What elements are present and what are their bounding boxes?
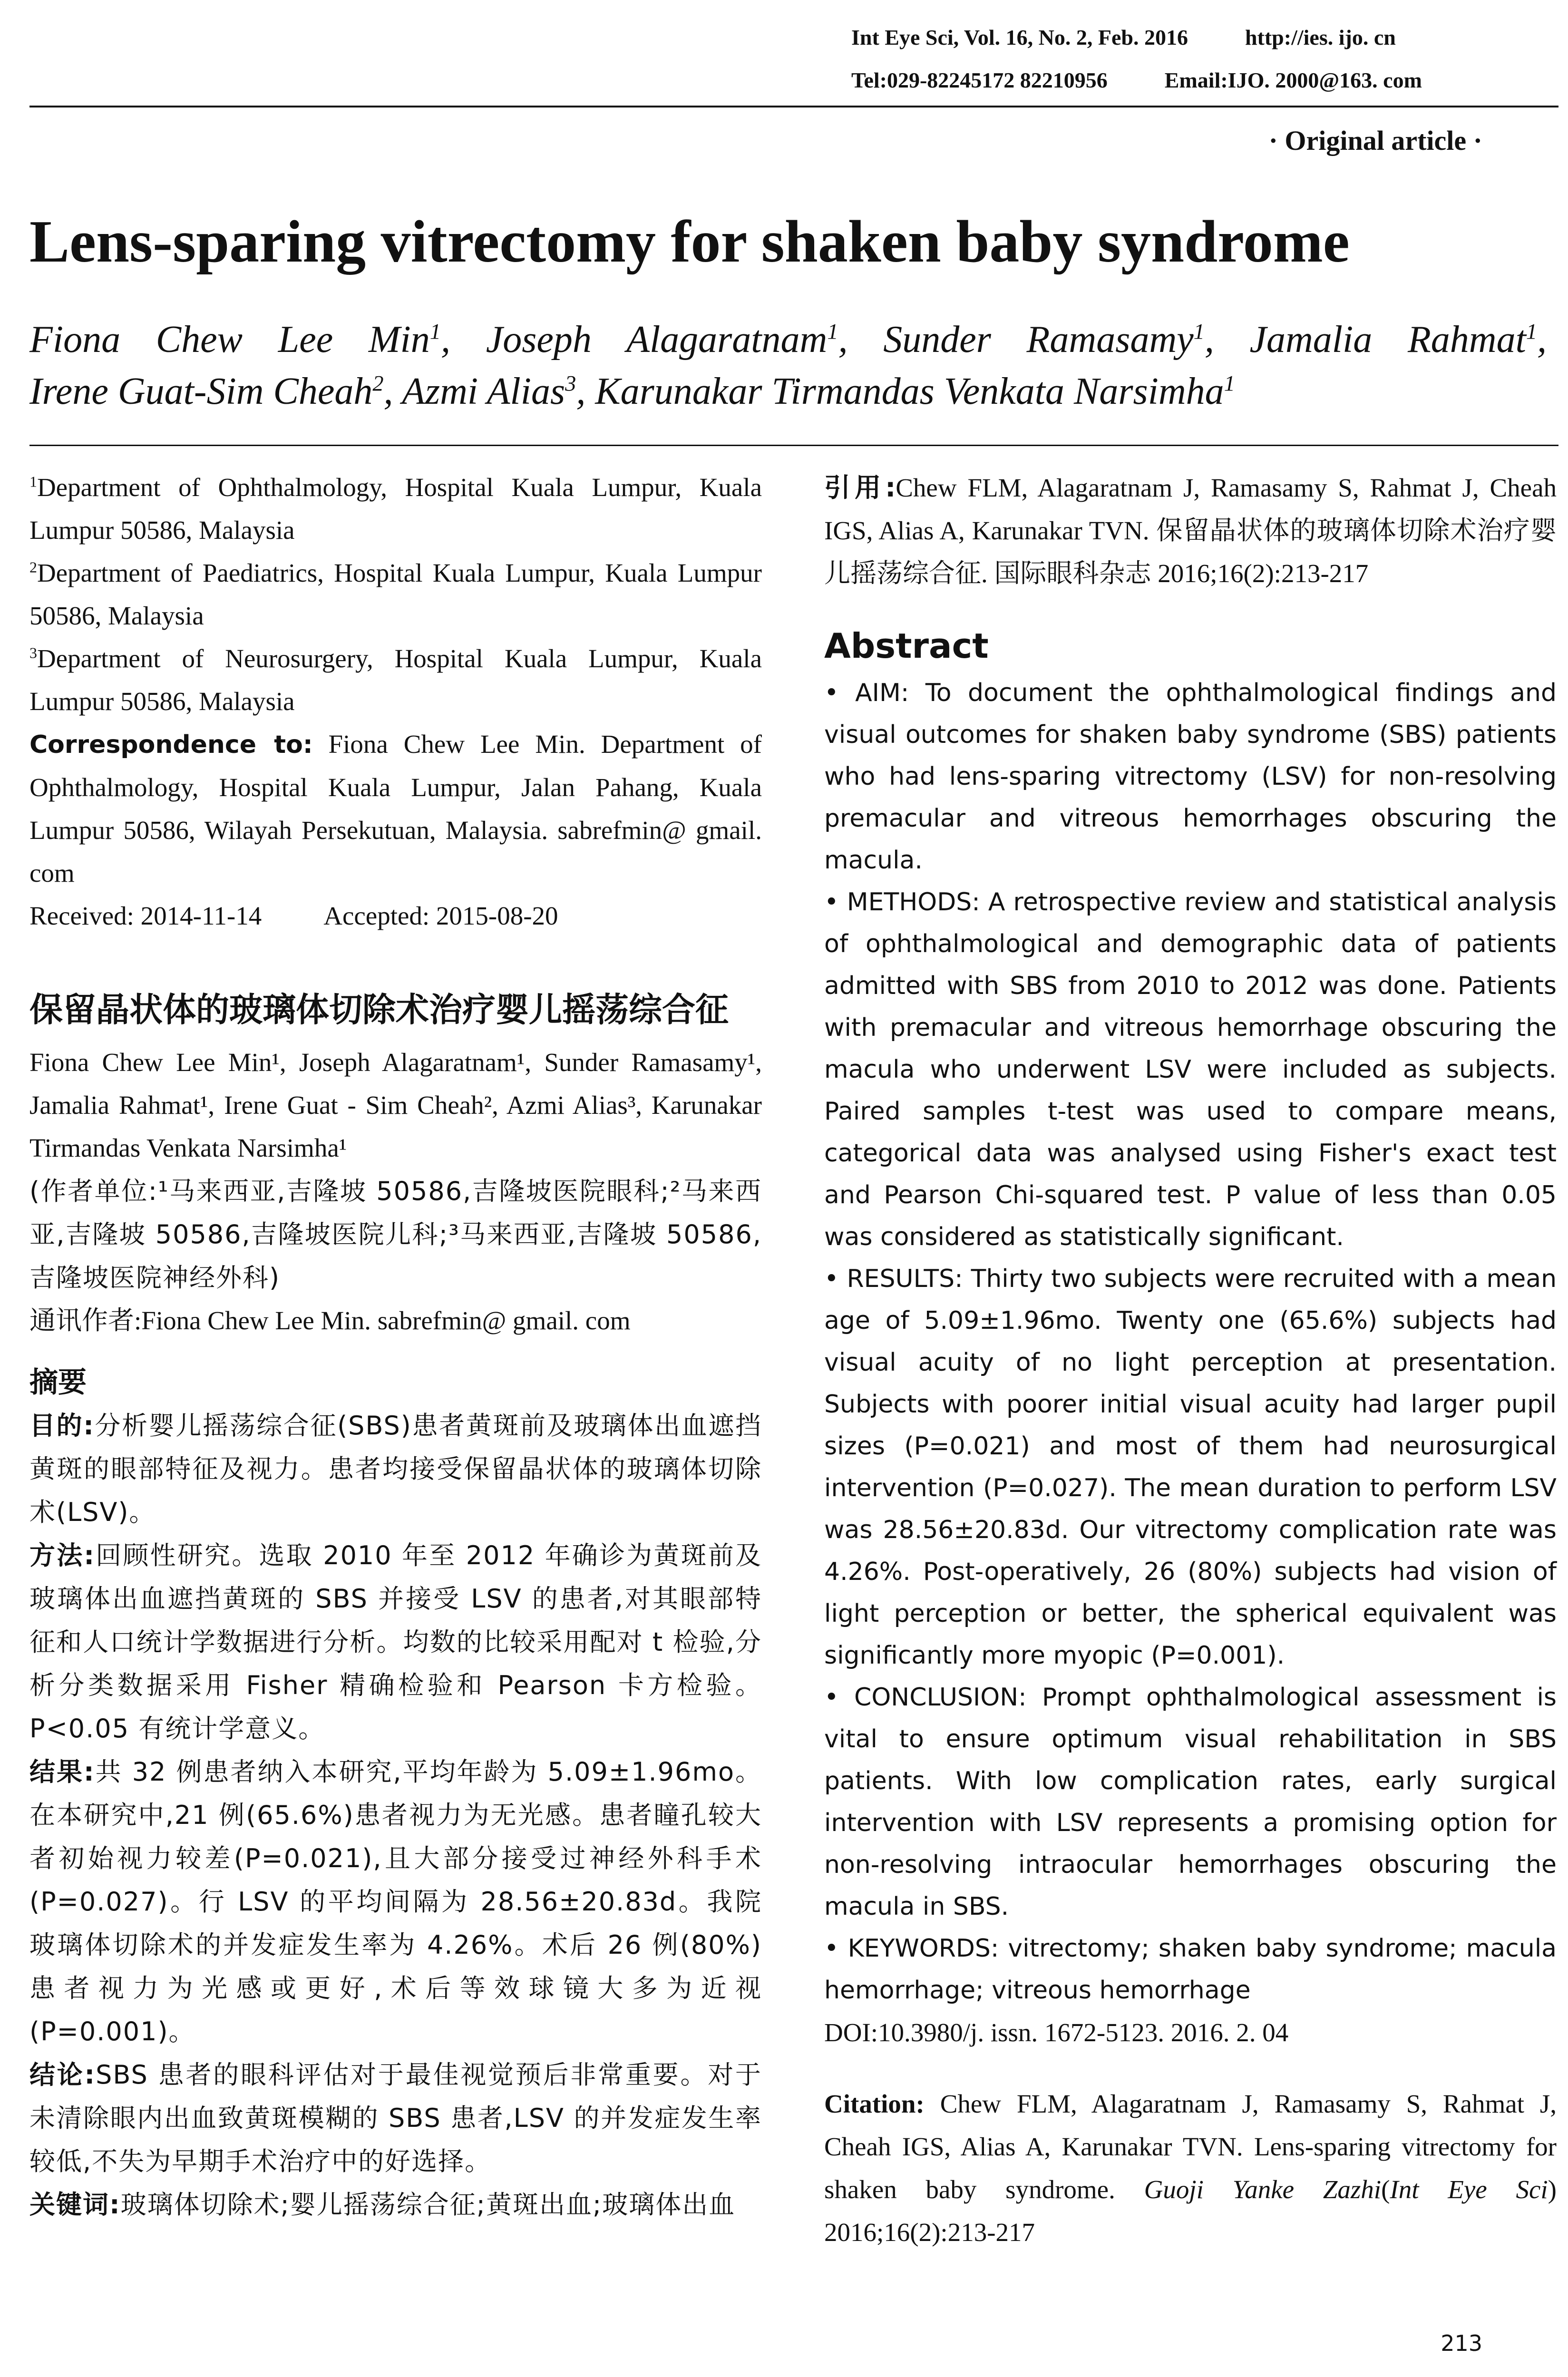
author-list: Fiona Chew Lee Min$^1$, Joseph Alagaratnam$^1$, Sunder Ramasamy$^1$, Jamalia Rahmat$^1$, Irene Guat-Sim Cheah$^2$, Azmi Alias$^3$, Karunakar Tirmandas Venkata Narsimha$^1$	[29, 319, 1547, 412]
author-affiliation-mark: 1	[1526, 320, 1538, 344]
journal-header-line1	[851, 25, 1396, 50]
abstract-keywords: • KEYWORDS: vitrectomy; shaken baby syndrome; macula hemorrhage; vitreous hemorrhage	[824, 1934, 1557, 2005]
author-name: Irene Guat-Sim Cheah	[29, 370, 373, 412]
author-affiliation-mark: 1	[827, 320, 838, 344]
cite-cn: 引用:Chew FLM, Alagaratnam J, Ramasamy S, Rahmat J, Cheah IGS, Alias A, Karunakar TVN. 保留晶状体的玻璃体切除术治疗婴儿摇荡综合征. 国际眼科杂志 2016;16(2):213-217	[824, 472, 1557, 588]
header-rule	[29, 106, 1558, 107]
affiliation-3: $^3$Department of Neurosurgery, Hospital Kuala Lumpur, Kuala Lumpur 50586, Malaysia	[29, 644, 762, 716]
doi: DOI:10.3980/j. issn. 1672-5123. 2016. 2. 04	[824, 2018, 1289, 2047]
cn-methods: 方法:回顾性研究。选取 2010 年至 2012 年确诊为黄斑前及玻璃体出血遮挡黄斑的 SBS 并接受 LSV 的患者,对其眼部特征和人口统计学数据进行分析。均数的比较采用配对 t 检验,分析分类数据采用 Fisher 精确检验和 Pearson 卡方检验。P<0.05 有统计学意义。	[29, 1540, 762, 1744]
author-affiliation-mark: 3	[565, 371, 576, 396]
dates	[29, 895, 762, 937]
author-affiliation-mark: 1	[1224, 371, 1235, 396]
author-name: Joseph Alagaratnam	[486, 319, 828, 360]
cn-keywords: 关键词:玻璃体切除术;婴儿摇荡综合征;黄斑出血;玻璃体出血	[29, 2190, 736, 2220]
article-type: · Original article ·	[1268, 125, 1482, 156]
cn-author-units: (作者单位:¹马来西亚,吉隆坡 50586,吉隆坡医院眼科;²马来西亚,吉隆坡 50586,吉隆坡医院儿科;³马来西亚,吉隆坡 50586,吉隆坡医院神经外科)	[29, 1176, 762, 1293]
cn-results: 结果:共 32 例患者纳入本研究,平均年龄为 5.09±1.96mo。在本研究中,21 例(65.6%)患者视力为无光感。患者瞳孔较大者初始视力较差(P=0.021),且大部分接受过神经外科手术(P=0.027)。行 LSV 的平均间隔为 28.56±20.83d。我院玻璃体切除术的并发症发生率为 4.26%。术后 26 例(80%)患者视力为光感或更好,术后等效球镜大多为近视(P=0.001)。	[29, 1757, 762, 2046]
cn-conclusion: 结论:SBS 患者的眼科评估对于最佳视觉预后非常重要。对于未清除眼内出血致黄斑模糊的 SBS 患者,LSV 的并发症发生率较低,不失为早期手术治疗中的好选择。	[29, 2060, 762, 2176]
abstract-methods: • METHODS: A retrospective review and statistical analysis of ophthalmological and demographic data of patients admitted with SBS from 2010 to 2012 was done. Patients with premacular and vitreous hemorrhage obscuring the macula who underwent LSV were included as subjects. Paired samples t-test was used to compare means, categorical data was analysed using Fisher's exact test and Pearson Chi-squared test. P value of less than 0.05 was considered as statistically significant.	[824, 888, 1557, 1251]
left-column	[29, 466, 762, 2226]
abstract-aim: • AIM: To document the ophthalmological findings and visual outcomes for shaken baby syndrome (SBS) patients who had lens-sparing vitrectomy (LSV) for non-resolving premacular and vitreous hemorrhages obscuring the macula.	[824, 679, 1557, 875]
cn-abstract	[29, 1404, 762, 2226]
author-name: Fiona Chew Lee Min	[29, 319, 430, 360]
authors-rule	[29, 445, 1558, 446]
cn-authors: Fiona Chew Lee Min¹, Joseph Alagaratnam¹, Sunder Ramasamy¹, Jamalia Rahmat¹, Irene Guat - Sim Cheah², Azmi Alias³, Karunakar Tirmandas Venkata Narsimha¹	[29, 1048, 762, 1162]
journal-info: Int Eye Sci, Vol. 16, No. 2, Feb. 2016	[851, 25, 1188, 49]
cn-abstract-heading: 摘要	[29, 1366, 87, 1399]
article-title: Lens-sparing vitrectomy for shaken baby syndrome	[29, 209, 1350, 275]
author-affiliation-mark: 2	[372, 371, 384, 396]
journal-url: http://ies. ijo. cn	[1245, 25, 1396, 49]
author-name: Karunakar Tirmandas Venkata Narsimha	[595, 370, 1224, 412]
citation: Citation: Chew FLM, Alagaratnam J, Ramasamy S, Rahmat J, Cheah IGS, Alias A, Karunakar TVN. Lens-sparing vitrectomy for shaken baby syndrome. Guoji Yanke Zazhi(Int Eye Sci) 2016;16(2):213-217	[824, 2089, 1557, 2247]
journal-email: Email:IJO. 2000@163. com	[1164, 68, 1422, 92]
abstract-conclusion: • CONCLUSION: Prompt ophthalmological assessment is vital to ensure optimum visual rehabilitation in SBS patients. With low complication rates, early surgical intervention with LSV represents a promising option for non-resolving intraocular hemorrhages obscuring the macula in SBS.	[824, 1683, 1557, 1921]
correspondence: Correspondence to: Fiona Chew Lee Min. Department of Ophthalmology, Hospital Kuala Lumpur, Jalan Pahang, Kuala Lumpur 50586, Wilayah Persekutuan, Malaysia. sabrefmin@ gmail. com	[29, 730, 762, 887]
author-affiliation-mark: 1	[1193, 320, 1205, 344]
page-number: 213	[1441, 2330, 1482, 2356]
abstract-results: • RESULTS: Thirty two subjects were recruited with a mean age of 5.09±1.96mo. Twenty one (65.6%) subjects had visual acuity of no light perception at presentation. Subjects with poorer initial visual acuity had larger pupil sizes (P=0.021) and most of them had neurosurgical intervention (P=0.027). The mean duration to perform LSV was 28.56±20.83d. Our vitrectomy complication rate was 4.26%. Post-operatively, 26 (80%) subjects had vision of light perception or better, the spherical equivalent was significantly more myopic (P=0.001).	[824, 1265, 1557, 1670]
affiliation-2: $^2$Department of Paediatrics, Hospital Kuala Lumpur, Kuala Lumpur 50586, Malaysia	[29, 558, 762, 630]
right-column	[824, 466, 1557, 2254]
cn-title: 保留晶状体的玻璃体切除术治疗婴儿摇荡综合征	[29, 990, 729, 1029]
cn-aim: 目的:分析婴儿摇荡综合征(SBS)患者黄斑前及玻璃体出血遮挡黄斑的眼部特征及视力。患者均接受保留晶状体的玻璃体切除术(LSV)。	[29, 1411, 762, 1527]
accepted-date: Accepted: 2015-08-20	[323, 901, 558, 930]
author-affiliation-mark: 1	[429, 320, 441, 344]
abstract-heading: Abstract	[824, 626, 989, 666]
affiliations	[29, 466, 762, 723]
journal-tel: Tel:029-82245172 82210956	[851, 68, 1108, 92]
cn-correspondence: 通讯作者:Fiona Chew Lee Min. sabrefmin@ gmail. com	[29, 1306, 631, 1335]
journal-header-line2	[851, 68, 1422, 93]
author-name: Jamalia Rahmat	[1249, 319, 1526, 360]
abstract	[824, 672, 1557, 2054]
author-name: Azmi Alias	[402, 370, 565, 412]
author-name: Sunder Ramasamy	[883, 319, 1194, 360]
received-date: Received: 2014-11-14	[29, 901, 262, 930]
affiliation-1: $^1$Department of Ophthalmology, Hospital Kuala Lumpur, Kuala Lumpur 50586, Malaysia	[29, 473, 762, 545]
